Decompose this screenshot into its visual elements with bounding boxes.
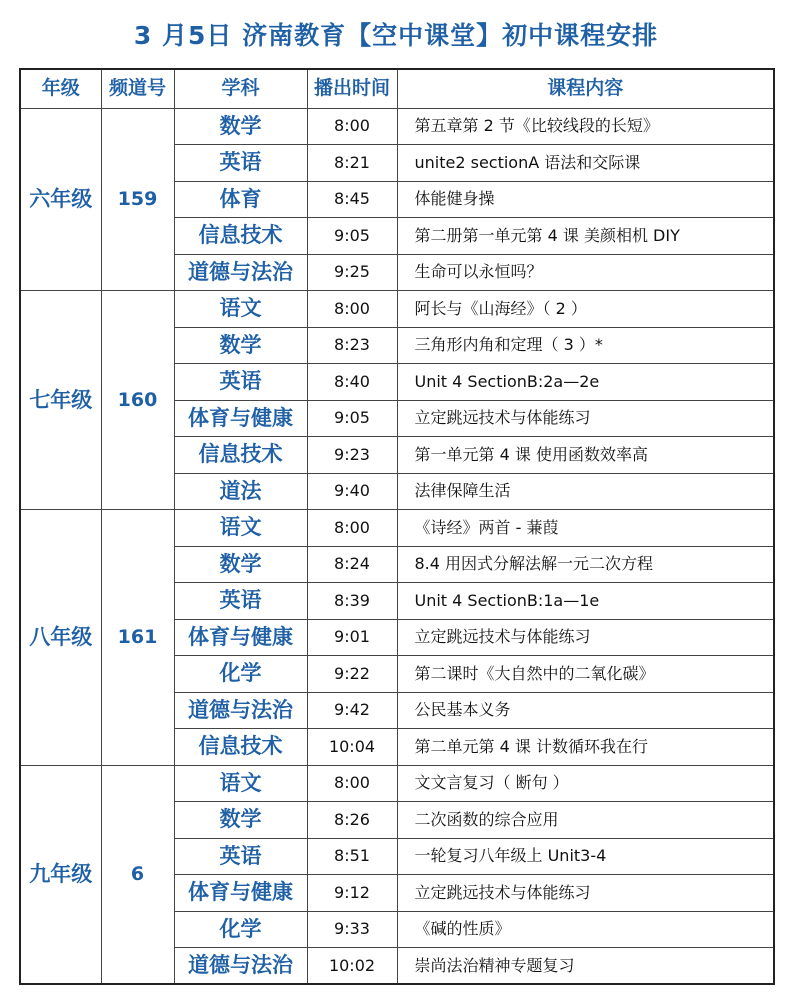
subject-cell: 数学 (174, 108, 307, 145)
subject-cell: 信息技术 (174, 218, 307, 255)
subject-cell: 英语 (174, 583, 307, 620)
header-content: 课程内容 (397, 69, 774, 108)
content-cell: 《诗经》两首 - 蒹葭 (397, 510, 774, 547)
subject-cell: 化学 (174, 656, 307, 693)
content-cell: 《碱的性质》 (397, 911, 774, 948)
content-cell: 生命可以永恒吗？ (397, 254, 774, 291)
subject-cell: 体育与健康 (174, 875, 307, 912)
schedule-body (20, 108, 774, 984)
page-title: 3 月5日 济南教育【空中课堂】初中课程安排 (133, 21, 659, 50)
subject-cell: 道法 (174, 473, 307, 510)
content-cell: 立定跳远技术与体能练习 (397, 619, 774, 656)
content-cell: 第二单元第 4 课 计数循环我在行 (397, 729, 774, 766)
subject-cell: 数学 (174, 327, 307, 364)
content-cell: 一轮复习八年级上 Unit3-4 (397, 838, 774, 875)
schedule-table (19, 68, 775, 985)
time-cell: 8:26 (307, 802, 397, 839)
subject-cell: 体育 (174, 181, 307, 218)
grade-cell: 八年级 (20, 510, 101, 766)
content-cell: Unit 4 SectionB:1a—1e (397, 583, 774, 620)
grade-cell: 九年级 (20, 765, 101, 984)
subject-cell: 数学 (174, 802, 307, 839)
subject-cell: 道德与法治 (174, 948, 307, 985)
subject-cell: 语文 (174, 510, 307, 547)
content-cell: 第二册第一单元第 4 课 美颜相机 DIY (397, 218, 774, 255)
grade-cell: 六年级 (20, 108, 101, 291)
table-row (20, 765, 774, 802)
content-cell: 文文言复习（ 断句 ） (397, 765, 774, 802)
content-cell: 崇尚法治精神专题复习 (397, 948, 774, 985)
header-grade: 年级 (20, 69, 101, 108)
content-cell: 公民基本义务 (397, 692, 774, 729)
channel-cell: 6 (101, 765, 174, 984)
subject-cell: 英语 (174, 364, 307, 401)
subject-cell: 化学 (174, 911, 307, 948)
time-cell: 8:45 (307, 181, 397, 218)
content-cell: 第一单元第 4 课 使用函数效率高 (397, 437, 774, 474)
header-channel: 频道号 (101, 69, 174, 108)
content-cell: 第五章第 2 节《比较线段的长短》 (397, 108, 774, 145)
time-cell: 9:42 (307, 692, 397, 729)
time-cell: 9:23 (307, 437, 397, 474)
channel-cell: 161 (101, 510, 174, 766)
time-cell: 9:22 (307, 656, 397, 693)
content-cell: 立定跳远技术与体能练习 (397, 400, 774, 437)
time-cell: 10:04 (307, 729, 397, 766)
subject-cell: 体育与健康 (174, 619, 307, 656)
header-time: 播出时间 (307, 69, 397, 108)
content-cell: 阿长与《山海经》（ 2 ） (397, 291, 774, 328)
subject-cell: 道德与法治 (174, 254, 307, 291)
subject-cell: 语文 (174, 765, 307, 802)
content-cell: 体能健身操 (397, 181, 774, 218)
time-cell: 9:12 (307, 875, 397, 912)
time-cell: 8:00 (307, 765, 397, 802)
subject-cell: 语文 (174, 291, 307, 328)
time-cell: 8:40 (307, 364, 397, 401)
subject-cell: 英语 (174, 838, 307, 875)
table-row (20, 108, 774, 145)
time-cell: 8:00 (307, 291, 397, 328)
content-cell: Unit 4 SectionB:2a—2e (397, 364, 774, 401)
time-cell: 9:01 (307, 619, 397, 656)
time-cell: 8:51 (307, 838, 397, 875)
time-cell: 9:05 (307, 218, 397, 255)
header-subject: 学科 (174, 69, 307, 108)
grade-cell: 七年级 (20, 291, 101, 510)
subject-cell: 英语 (174, 145, 307, 182)
content-cell: 二次函数的综合应用 (397, 802, 774, 839)
subject-cell: 数学 (174, 546, 307, 583)
subject-cell: 道德与法治 (174, 692, 307, 729)
table-row (20, 510, 774, 547)
time-cell: 8:21 (307, 145, 397, 182)
time-cell: 10:02 (307, 948, 397, 985)
content-cell: 8.4 用因式分解法解一元二次方程 (397, 546, 774, 583)
content-cell: 立定跳远技术与体能练习 (397, 875, 774, 912)
time-cell: 8:00 (307, 108, 397, 145)
content-cell: 三角形内角和定理（ 3 ）* (397, 327, 774, 364)
content-cell: 第二课时《大自然中的二氧化碳》 (397, 656, 774, 693)
time-cell: 9:33 (307, 911, 397, 948)
time-cell: 8:00 (307, 510, 397, 547)
channel-cell: 160 (101, 291, 174, 510)
table-row (20, 291, 774, 328)
time-cell: 8:39 (307, 583, 397, 620)
subject-cell: 信息技术 (174, 437, 307, 474)
time-cell: 9:40 (307, 473, 397, 510)
subject-cell: 信息技术 (174, 729, 307, 766)
time-cell: 9:25 (307, 254, 397, 291)
table-header (20, 69, 774, 108)
time-cell: 8:24 (307, 546, 397, 583)
content-cell: unite2 sectionA 语法和交际课 (397, 145, 774, 182)
time-cell: 8:23 (307, 327, 397, 364)
header-row (20, 69, 774, 108)
time-cell: 9:05 (307, 400, 397, 437)
channel-cell: 159 (101, 108, 174, 291)
content-cell: 法律保障生活 (397, 473, 774, 510)
subject-cell: 体育与健康 (174, 400, 307, 437)
